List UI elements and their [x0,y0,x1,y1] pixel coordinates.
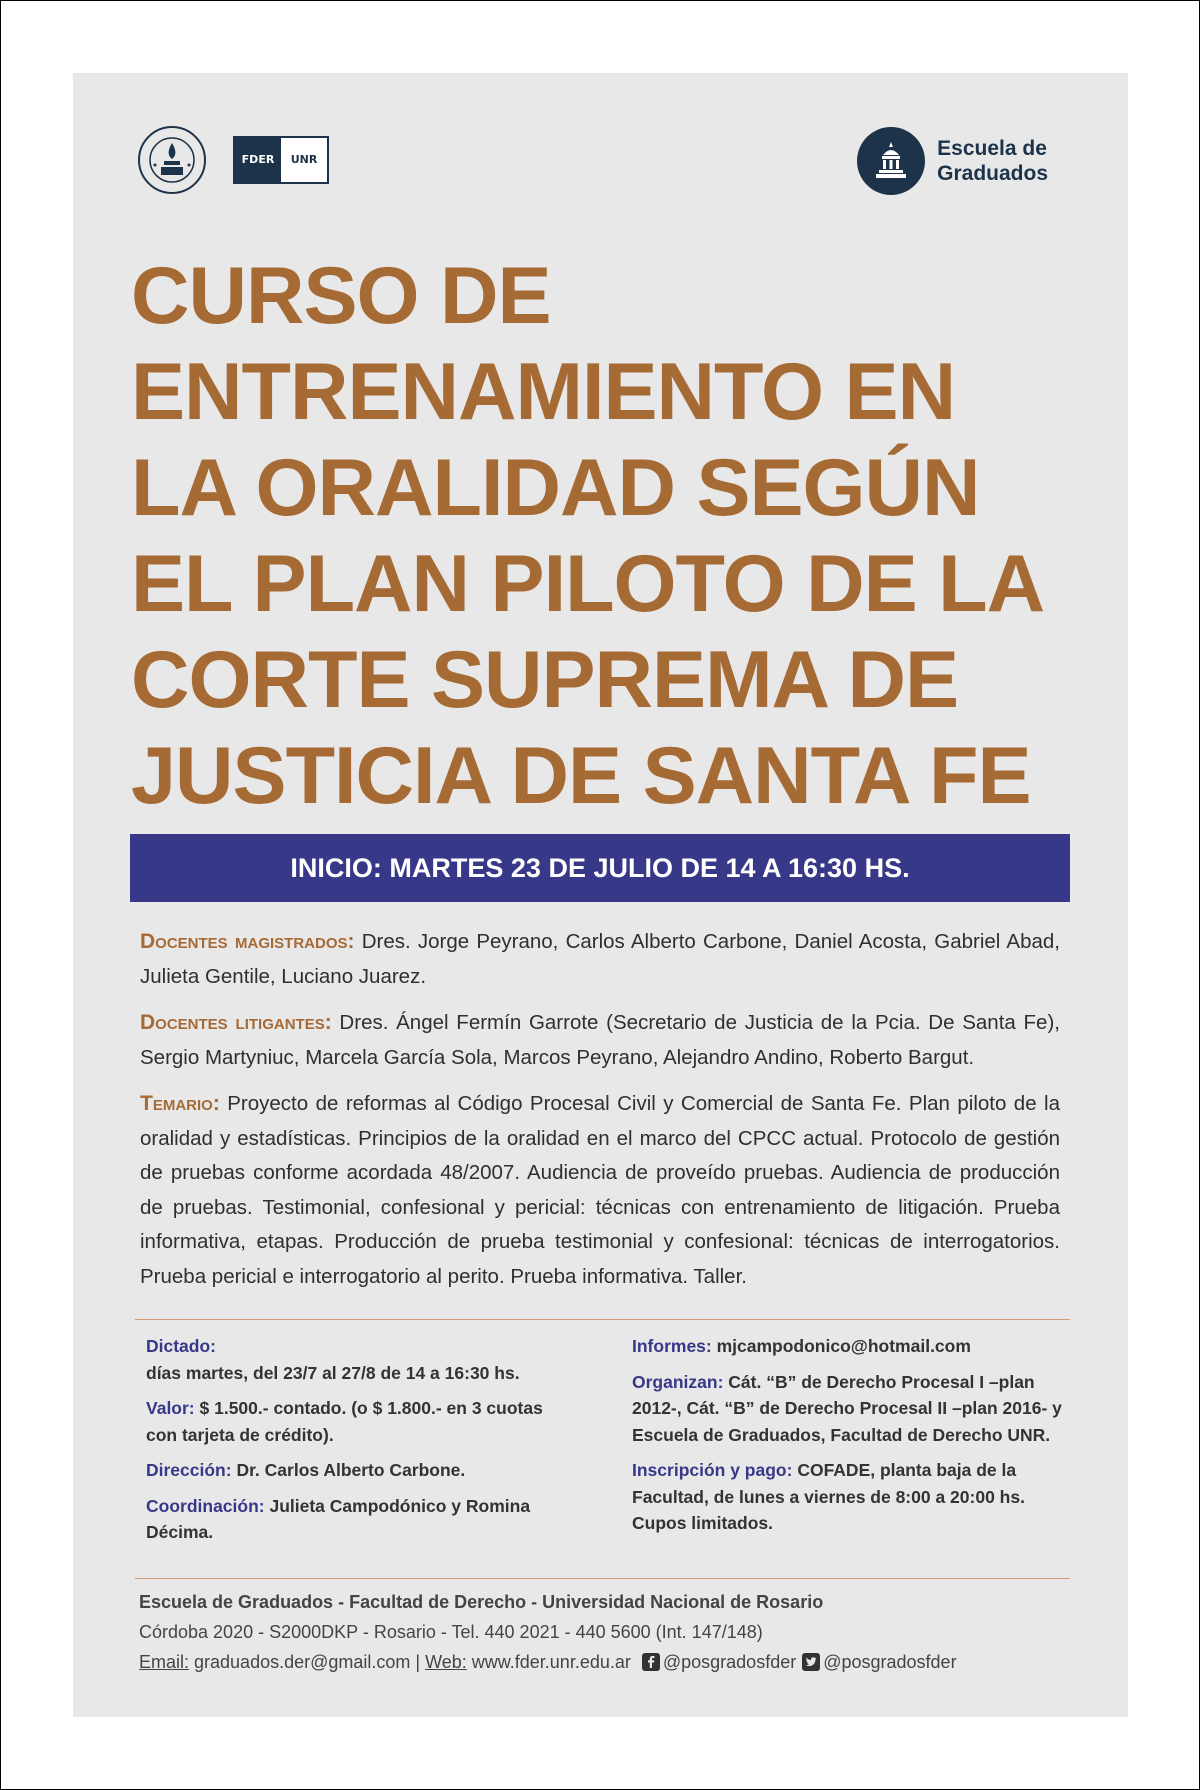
organizan [632,1369,1072,1449]
escuela-logo-text [937,136,1048,186]
docentes-litigantes-label: Docentes litigantes: [140,1011,332,1034]
valor-text: $ 1.500.- contado. (o $ 1.800.- en 3 cuotas con tarjeta de crédito). [146,1398,543,1445]
temario-text: Proyecto de reformas al Código Procesal Civil y Comercial de Santa Fe. Plan piloto de la oralidad y estadísticas. Principios de la oralidad en el marco del CPCC actual. Protocolo de gestión de pruebas conforme acordada 48/2007. Audiencia de proveído pruebas. Audiencia de producción de pruebas. Testimonial, confesional y pericial: técnicas con entrenamiento de litigación. Prueba informativa, etapas. Producción de prueba testimonial y confesional: técnicas de interrogatorios. Prueba pericial e interrogatorio al perito. Prueba informativa. Taller. [140,1092,1060,1288]
email-value: graduados.der@gmail.com | [189,1652,426,1672]
inscripcion-text: COFADE, planta baja de la Facultad, de lunes a viernes de 8:00 a 20:00 hs. Cupos limitados. [632,1460,1025,1533]
twitter-icon [802,1653,820,1671]
informes-email: mjcampodonico@hotmail.com [711,1336,971,1356]
docentes-litigantes [140,1006,1060,1075]
coordinacion [146,1493,576,1546]
facebook-icon [642,1653,660,1671]
building-icon [857,127,925,195]
coordinacion-label: Coordinación: [146,1495,265,1516]
dictado-text: días martes, del 23/7 al 27/8 de 14 a 16:30 hs. [146,1362,520,1383]
informes-label: Informes: [632,1336,712,1356]
coordinacion-text: Julieta Campodónico y Romina Décima. [146,1495,531,1542]
informes [632,1333,1072,1360]
twitter-handle: @posgradosfder [823,1652,957,1672]
info-left-column [146,1333,576,1555]
organizan-label: Organizan: [632,1371,724,1392]
web-value: www.fder.unr.edu.ar [466,1652,636,1672]
header-logos [137,125,329,195]
valor [146,1395,576,1448]
valor-label: Valor: [146,1398,195,1418]
poster [73,73,1128,1717]
web-label: Web: [425,1652,467,1672]
fder-logo-text: FDER [235,138,281,182]
docentes-magistrados [140,925,1060,994]
dictado [146,1333,576,1386]
facebook-handle: @posgradosfder [662,1652,797,1672]
unr-seal-icon [137,125,207,195]
temario-label: Temario: [140,1092,220,1115]
course-title: CURSO DE ENTRENAMIENTO EN LA ORALIDAD SEGÚN EL PLAN PILOTO DE LA CORTE SUPREMA DE JUSTICIA DE SANTA FE [131,251,1045,821]
email-label: Email: [139,1652,190,1672]
inscripcion [632,1457,1072,1537]
direccion [146,1457,576,1484]
temario [140,1087,1060,1294]
docentes-magistrados-label: Docentes magistrados: [140,930,355,953]
divider-top [135,1319,1070,1320]
organizan-text: Cát. “B” de Derecho Procesal I –plan 2012-, Cát. “B” de Derecho Procesal II –plan 2016- y Escuela de Graduados, Facultad de Derecho UNR. [632,1371,1062,1445]
direccion-text: Dr. Carlos Alberto Carbone. [231,1460,466,1480]
escuela-line2: Graduados [937,162,1048,185]
footer-address: Córdoba 2020 - S2000DKP - Rosario - Tel. 440 2021 - 440 5600 (Int. 147/148) [139,1622,763,1642]
fder-unr-logo [233,136,329,184]
start-date-banner: INICIO: MARTES 23 DE JULIO DE 14 A 16:30 HS. [130,834,1070,902]
docentes-magistrados-text: Dres. Jorge Peyrano, Carlos Alberto Carbone, Daniel Acosta, Gabriel Abad, Julieta Gentile, Luciano Juarez. [140,930,1060,988]
inscripcion-label: Inscripción y pago: [632,1460,793,1480]
direccion-label: Dirección: [146,1460,232,1480]
escuela-line1: Escuela de [937,137,1047,160]
docentes-litigantes-text: Dres. Ángel Fermín Garrote (Secretario de Justicia de la Pcia. De Santa Fe), Sergio Martyniuc, Marcela García Sola, Marcos Peyrano, Alejandro Andino, Roberto Bargut. [140,1011,1060,1069]
footer-contacts [139,1647,1069,1677]
dictado-label: Dictado: [146,1336,216,1356]
divider-bottom [135,1578,1070,1579]
footer-institution: Escuela de Graduados - Facultad de Derecho - Universidad Nacional de Rosario [139,1592,824,1612]
info-right-column [632,1333,1072,1546]
escuela-graduados-logo [857,127,1048,195]
unr-logo-text: UNR [281,138,327,182]
footer [139,1587,1069,1677]
